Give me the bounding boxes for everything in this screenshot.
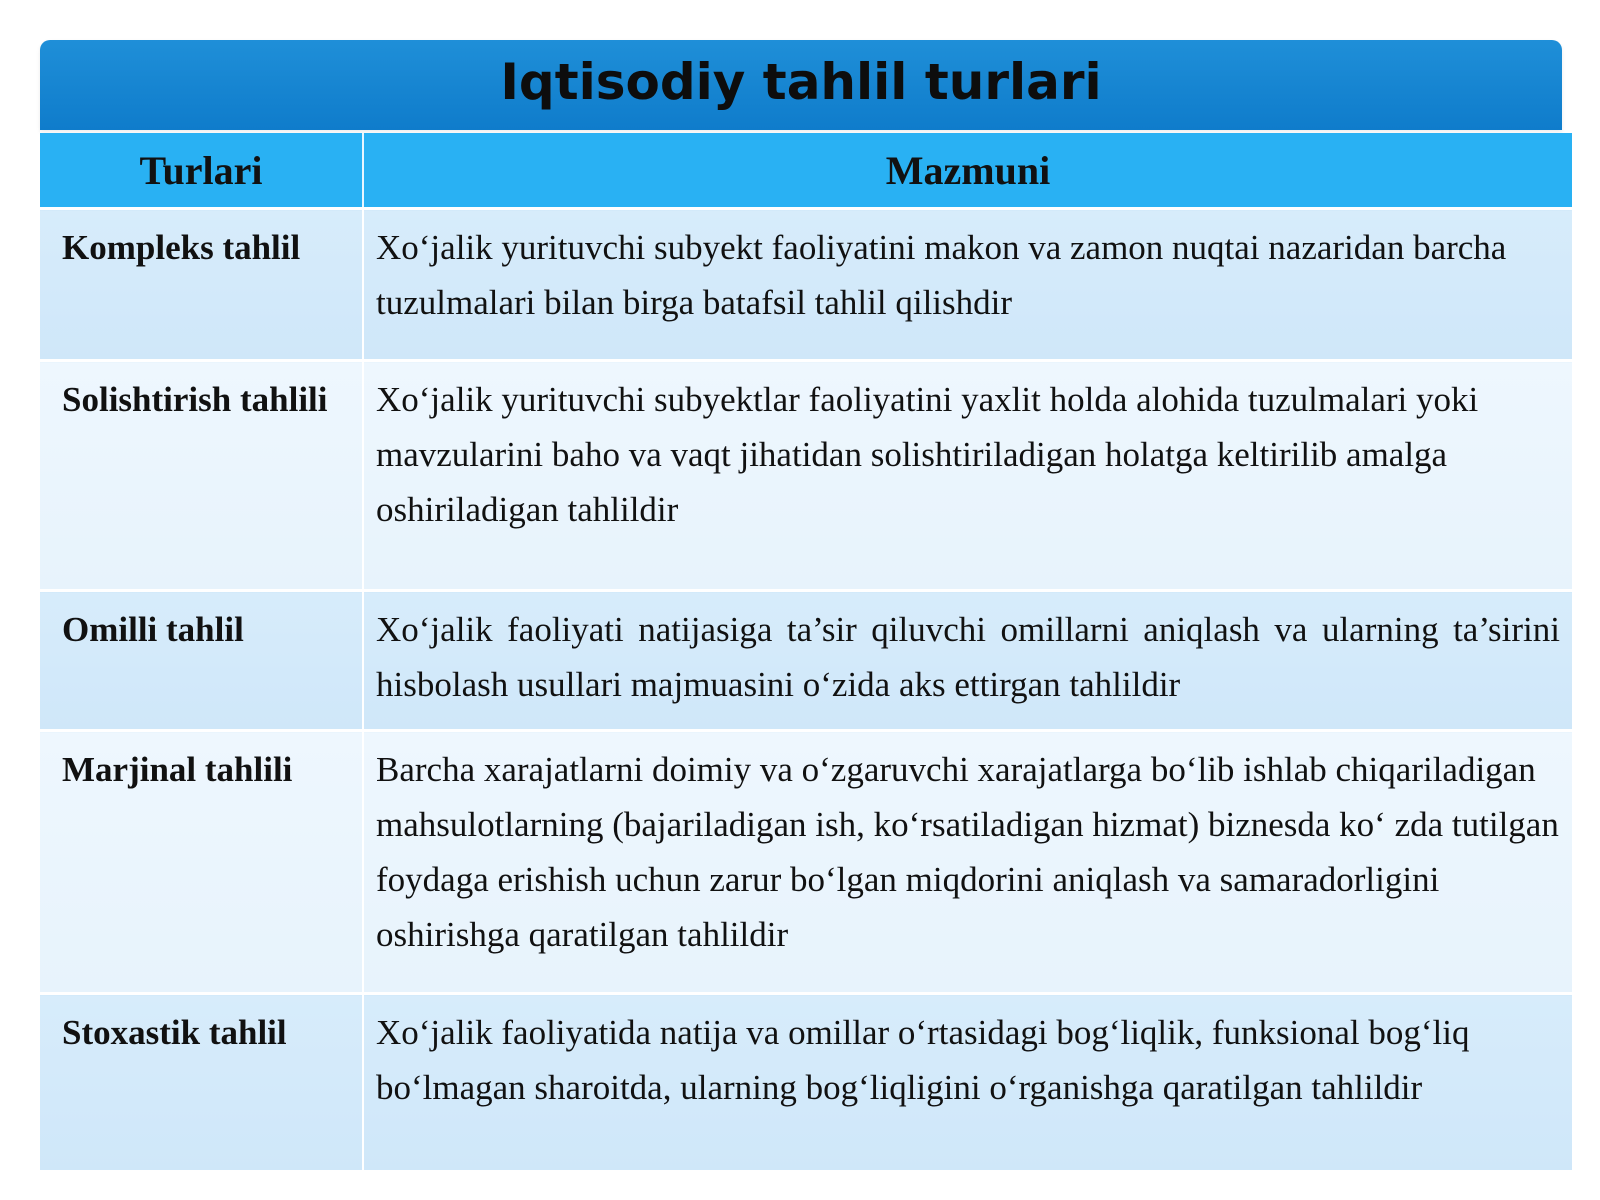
row-content: Xo‘jalik faoliyati natijasiga ta’sir qiluvchi omillarni aniqlash va ularning ta’sirini hisbolash usullari majmuasini o‘zida aks ettirgan tahlildir <box>363 591 1572 731</box>
table-row <box>40 361 1572 591</box>
row-type: Marjinal tahlili <box>40 731 363 994</box>
table-row <box>40 209 1572 361</box>
table-row <box>40 731 1572 994</box>
row-content: Xo‘jalik yurituvchi subyekt faoliyatini makon va zamon nuqtai nazaridan barcha tuzulmalari bilan birga batafsil tahlil qilishdir <box>363 209 1572 361</box>
row-content: Xo‘jalik faoliyatida natija va omillar o‘rtasidagi bog‘liqlik, funksional bog‘liq bo‘lmagan sharoitda, ularning bog‘liqligini o‘rganishga qaratilgan tahlildir <box>363 994 1572 1171</box>
row-type: Kompleks tahlil <box>40 209 363 361</box>
table-header-row <box>40 133 1572 209</box>
row-type: Omilli tahlil <box>40 591 363 731</box>
title-bar <box>40 40 1562 130</box>
row-content: Xo‘jalik yurituvchi subyektlar faoliyatini yaxlit holda alohida tuzulmalari yoki mavzularini baho va vaqt jihatidan solishtiriladigan holatga keltirilib amalga oshiriladigan tahlildir <box>363 361 1572 591</box>
analysis-types-table <box>40 133 1572 1170</box>
table-row <box>40 994 1572 1171</box>
row-content: Barcha xarajatlarni doimiy va o‘zgaruvchi xarajatlarga bo‘lib ishlab chiqariladigan mahsulotlarning (bajariladigan ish, ko‘rsatiladigan hizmat) biznesda ko‘ zda tutilgan foydaga erishish uchun zarur bo‘lgan miqdorini aniqlash va samaradorligini oshirishga qaratilgan tahlildir <box>363 731 1572 994</box>
table-row <box>40 591 1572 731</box>
row-type: Solishtirish tahlili <box>40 361 363 591</box>
slide-title: Iqtisodiy tahlil turlari <box>500 53 1102 111</box>
header-content: Mazmuni <box>363 133 1572 209</box>
header-types: Turlari <box>40 133 363 209</box>
row-type: Stoxastik tahlil <box>40 994 363 1171</box>
